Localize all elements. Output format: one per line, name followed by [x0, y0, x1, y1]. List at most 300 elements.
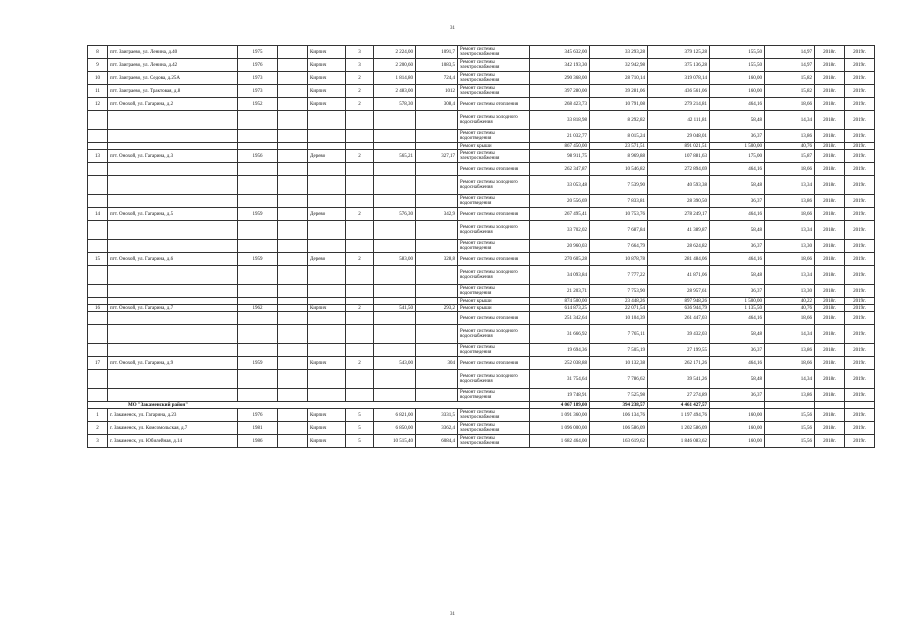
cell-mat: Дерево — [308, 208, 346, 221]
table-row — [88, 59, 875, 72]
cell-work: Ремонт системы электроснабжения — [458, 72, 530, 85]
cell-b: 7 753,90 — [590, 285, 648, 298]
cell-a: 33 053,48 — [530, 176, 590, 195]
cell-n — [88, 389, 108, 402]
cell-y2: 2019г. — [845, 150, 875, 163]
cell-d: 58,48 — [710, 111, 765, 130]
cell-n — [88, 240, 108, 253]
cell-fl — [346, 143, 374, 150]
cell-fl — [346, 130, 374, 143]
empty-cell — [278, 176, 308, 195]
cell-work: Ремонт системы холодного водоснабжения — [458, 111, 530, 130]
cell-a: 1 682 464,00 — [530, 435, 590, 448]
cell-mat — [308, 176, 346, 195]
cell-b: 10 132,38 — [590, 357, 648, 370]
cell-y1: 2018г. — [815, 208, 845, 221]
cell-y1: 2018г. — [815, 176, 845, 195]
cell-area2: 3362,4 — [416, 422, 458, 435]
table-row — [88, 435, 875, 448]
cell-y2: 2019г. — [845, 85, 875, 98]
cell-y2: 2019г. — [845, 409, 875, 422]
cell-y1: 2018г. — [815, 253, 845, 266]
cell-addr — [108, 266, 238, 285]
table-row — [88, 409, 875, 422]
cell-work: Ремонт системы отопления — [458, 312, 530, 325]
cell-work: Ремонт системы водоотведения — [458, 130, 530, 143]
cell-e: 14,97 — [765, 46, 815, 59]
table-row — [88, 163, 875, 176]
cell-b: 32 942,98 — [590, 59, 648, 72]
cell-c: 319 078,14 — [648, 72, 710, 85]
cell-fl — [346, 285, 374, 298]
cell-addr — [108, 195, 238, 208]
cell-area: 565,21 — [374, 150, 416, 163]
cell-fl: 2 — [346, 150, 374, 163]
cell-area — [374, 266, 416, 285]
cell-b: 10 546,82 — [590, 163, 648, 176]
cell-b: 7 833,81 — [590, 195, 648, 208]
cell-year: 1986 — [238, 435, 278, 448]
cell-y1: 2018г. — [815, 143, 845, 150]
table-row — [88, 85, 875, 98]
cell-y2: 2019г. — [845, 176, 875, 195]
cell-a: 33 702,02 — [530, 221, 590, 240]
cell-area — [374, 312, 416, 325]
cell-fl: 2 — [346, 208, 374, 221]
cell-e: 13,86 — [765, 195, 815, 208]
cell-mat: Дерево — [308, 150, 346, 163]
cell-fl: 2 — [346, 98, 374, 111]
table-row — [88, 253, 875, 266]
cell-a: 867 450,00 — [530, 143, 590, 150]
cell-area: 1 814,80 — [374, 72, 416, 85]
cell-d: 464,16 — [710, 253, 765, 266]
cell-mat: Кирпич — [308, 357, 346, 370]
cell-mat: Кирпич — [308, 409, 346, 422]
cell-year — [238, 240, 278, 253]
cell-area2 — [416, 221, 458, 240]
cell-mat — [308, 344, 346, 357]
cell-area2 — [416, 344, 458, 357]
cell-e: 13,34 — [765, 266, 815, 285]
cell-c: 27 199,55 — [648, 344, 710, 357]
cell-work: Ремонт системы водоотведения — [458, 285, 530, 298]
empty-cell — [278, 72, 308, 85]
cell-e: 13,86 — [765, 130, 815, 143]
cell-c: 279 214,81 — [648, 98, 710, 111]
cell-y1: 2018г. — [815, 72, 845, 85]
cell-year: 1952 — [238, 98, 278, 111]
cell-c: 40 593,38 — [648, 176, 710, 195]
cell-n — [88, 176, 108, 195]
cell-d: 1 135,50 — [710, 305, 765, 312]
cell-n: 2 — [88, 422, 108, 435]
cell-fl: 2 — [346, 72, 374, 85]
cell-n: 1 — [88, 409, 108, 422]
cell-area2: 342,9 — [416, 208, 458, 221]
cell-e: 14,97 — [765, 59, 815, 72]
cell-y1: 2018г. — [815, 150, 845, 163]
cell-e: 13,86 — [765, 389, 815, 402]
cell-n — [88, 370, 108, 389]
repair-register-table — [87, 45, 875, 448]
cell-y1: 2018г. — [815, 357, 845, 370]
cell-fl — [346, 240, 374, 253]
cell-d: 160,00 — [710, 72, 765, 85]
cell-fl — [346, 163, 374, 176]
cell-y1: 2018г. — [815, 285, 845, 298]
cell-area2 — [416, 266, 458, 285]
cell-c: 39 432,03 — [648, 325, 710, 344]
cell-c: 41 871,06 — [648, 266, 710, 285]
empty-cell — [278, 46, 308, 59]
cell-d: 155,50 — [710, 59, 765, 72]
cell-area2 — [416, 143, 458, 150]
empty-cell — [278, 389, 308, 402]
cell-n — [88, 195, 108, 208]
cell-area — [374, 344, 416, 357]
cell-addr: пгт. Заиграево, ул. Седова, д.25А — [108, 72, 238, 85]
cell-mat: Кирпич — [308, 422, 346, 435]
cell-work: Ремонт системы водоотведения — [458, 195, 530, 208]
cell-work: Ремонт системы холодного водоснабжения — [458, 176, 530, 195]
cell-d: 58,48 — [710, 325, 765, 344]
cell-mat: Кирпич — [308, 46, 346, 59]
table-row — [88, 46, 875, 59]
cell-e: 40,76 — [765, 143, 815, 150]
cell-year: 1962 — [238, 305, 278, 312]
cell-addr: пгт. Заиграево, ул. Ленина, д.40 — [108, 46, 238, 59]
cell-work: Ремонт системы отопления — [458, 253, 530, 266]
cell-fl: 3 — [346, 59, 374, 72]
cell-year — [238, 130, 278, 143]
cell-d: 36,37 — [710, 389, 765, 402]
cell-c: 1 846 083,62 — [648, 435, 710, 448]
cell-area2 — [416, 111, 458, 130]
cell-year: 1973 — [238, 85, 278, 98]
table-row — [88, 195, 875, 208]
cell-year: 1959 — [238, 357, 278, 370]
cell-n: 10 — [88, 72, 108, 85]
cell-y2: 2019г. — [845, 305, 875, 312]
cell-work: Ремонт системы отопления — [458, 163, 530, 176]
cell-fl — [346, 389, 374, 402]
cell-a: 1 091 360,00 — [530, 409, 590, 422]
cell-addr — [108, 221, 238, 240]
cell-mat — [308, 370, 346, 389]
cell-c: 379 125,28 — [648, 46, 710, 59]
cell-b: 23 571,51 — [590, 143, 648, 150]
cell-n: 17 — [88, 357, 108, 370]
cell-y1: 2018г. — [815, 325, 845, 344]
empty-cell — [278, 305, 308, 312]
cell-year: 1956 — [238, 150, 278, 163]
cell-y2: 2019г. — [845, 266, 875, 285]
cell-area — [374, 298, 416, 305]
cell-area2 — [416, 312, 458, 325]
cell-c: 28 957,61 — [648, 285, 710, 298]
cell-b: 8 292,82 — [590, 111, 648, 130]
cell-year — [238, 143, 278, 150]
cell-c: 27 274,89 — [648, 389, 710, 402]
cell-year: 1976 — [238, 409, 278, 422]
cell-addr — [108, 130, 238, 143]
empty-cell — [710, 402, 765, 409]
cell-mat — [308, 195, 346, 208]
cell-y2: 2019г. — [845, 240, 875, 253]
cell-e: 15,56 — [765, 422, 815, 435]
cell-area: 2 224,00 — [374, 46, 416, 59]
cell-y2: 2019г. — [845, 312, 875, 325]
cell-d: 58,48 — [710, 176, 765, 195]
cell-addr: г. Закаменск, ул. Гагарина, д.23 — [108, 409, 238, 422]
empty-cell — [278, 344, 308, 357]
cell-work: Ремонт системы электроснабжения — [458, 422, 530, 435]
cell-a: 20 556,69 — [530, 195, 590, 208]
cell-area2: 6084,4 — [416, 435, 458, 448]
cell-e: 14,34 — [765, 111, 815, 130]
empty-cell — [278, 370, 308, 389]
cell-year: 1973 — [238, 72, 278, 85]
cell-addr: пгт. Онохой, ул. Гагарина, д.7 — [108, 305, 238, 312]
cell-y1: 2018г. — [815, 266, 845, 285]
cell-y2: 2019г. — [845, 59, 875, 72]
cell-a: 31 666,92 — [530, 325, 590, 344]
cell-y2: 2019г. — [845, 253, 875, 266]
cell-year — [238, 111, 278, 130]
cell-a: 98 911,75 — [530, 150, 590, 163]
cell-work: Ремонт системы электроснабжения — [458, 59, 530, 72]
cell-n — [88, 163, 108, 176]
cell-area: 543,00 — [374, 357, 416, 370]
cell-area2 — [416, 130, 458, 143]
cell-n — [88, 111, 108, 130]
cell-n: 12 — [88, 98, 108, 111]
cell-d: 36,37 — [710, 130, 765, 143]
cell-a: 19 748,91 — [530, 389, 590, 402]
empty-cell — [278, 325, 308, 344]
cell-year — [238, 285, 278, 298]
cell-addr — [108, 298, 238, 305]
table-row — [88, 111, 875, 130]
cell-b: 106 134,76 — [590, 409, 648, 422]
cell-a: 262 347,87 — [530, 163, 590, 176]
table-row — [88, 176, 875, 195]
cell-e: 13,34 — [765, 176, 815, 195]
cell-a: 19 694,36 — [530, 344, 590, 357]
cell-y2: 2019г. — [845, 208, 875, 221]
cell-d: 175,00 — [710, 150, 765, 163]
cell-mat — [308, 312, 346, 325]
cell-area2 — [416, 389, 458, 402]
cell-work: Ремонт системы электроснабжения — [458, 409, 530, 422]
cell-e: 18,66 — [765, 312, 815, 325]
cell-fl: 2 — [346, 85, 374, 98]
cell-area2: 724,4 — [416, 72, 458, 85]
cell-work: Ремонт системы электроснабжения — [458, 46, 530, 59]
cell-a: 33 818,98 — [530, 111, 590, 130]
cell-year: 1975 — [238, 46, 278, 59]
cell-y2: 2019г. — [845, 143, 875, 150]
cell-work: Ремонт крыши — [458, 305, 530, 312]
cell-y1: 2018г. — [815, 409, 845, 422]
empty-cell — [765, 402, 815, 409]
table-row — [88, 357, 875, 370]
cell-year — [238, 266, 278, 285]
table-row — [88, 312, 875, 325]
cell-y2: 2019г. — [845, 195, 875, 208]
cell-work: Ремонт системы электроснабжения — [458, 150, 530, 163]
cell-year: 1981 — [238, 422, 278, 435]
empty-cell — [278, 150, 308, 163]
cell-area2: 308,4 — [416, 98, 458, 111]
cell-d: 464,16 — [710, 208, 765, 221]
cell-addr — [108, 111, 238, 130]
empty-cell — [845, 402, 875, 409]
cell-b: 7 786,62 — [590, 370, 648, 389]
cell-addr — [108, 163, 238, 176]
cell-d: 58,48 — [710, 370, 765, 389]
cell-addr — [108, 312, 238, 325]
cell-c: 28 624,82 — [648, 240, 710, 253]
cell-area — [374, 163, 416, 176]
cell-b: 22 071,54 — [590, 305, 648, 312]
cell-area2: 1091,7 — [416, 46, 458, 59]
cell-area2 — [416, 370, 458, 389]
cell-e: 15,87 — [765, 150, 815, 163]
cell-addr: пгт. Заиграево, ул. Ленина, д.42 — [108, 59, 238, 72]
cell-e: 13,34 — [765, 221, 815, 240]
cell-work: Ремонт системы холодного водоснабжения — [458, 325, 530, 344]
empty-cell — [278, 111, 308, 130]
cell-y1: 2018г. — [815, 163, 845, 176]
group-row — [88, 402, 875, 409]
group-total-c: 4 461 427,57 — [648, 402, 710, 409]
cell-d: 1 500,00 — [710, 298, 765, 305]
cell-year — [238, 344, 278, 357]
cell-e: 18,66 — [765, 253, 815, 266]
cell-y2: 2019г. — [845, 72, 875, 85]
cell-mat — [308, 285, 346, 298]
cell-d: 160,00 — [710, 409, 765, 422]
cell-year — [238, 163, 278, 176]
cell-y2: 2019г. — [845, 46, 875, 59]
table-row — [88, 221, 875, 240]
empty-cell — [278, 130, 308, 143]
cell-y1: 2018г. — [815, 312, 845, 325]
cell-area2 — [416, 163, 458, 176]
table-row — [88, 305, 875, 312]
cell-year — [238, 221, 278, 240]
cell-addr — [108, 240, 238, 253]
cell-a: 270 605,28 — [530, 253, 590, 266]
empty-cell — [278, 240, 308, 253]
table-row — [88, 72, 875, 85]
cell-a: 21 203,71 — [530, 285, 590, 298]
cell-a: 21 032,77 — [530, 130, 590, 143]
cell-b: 7 687,84 — [590, 221, 648, 240]
cell-y2: 2019г. — [845, 357, 875, 370]
cell-area: 6 821,00 — [374, 409, 416, 422]
cell-y2: 2019г. — [845, 111, 875, 130]
cell-area — [374, 111, 416, 130]
cell-a: 342 193,30 — [530, 59, 590, 72]
cell-area2: 327,17 — [416, 150, 458, 163]
cell-b: 7 777,22 — [590, 266, 648, 285]
cell-a: 614 873,25 — [530, 305, 590, 312]
cell-e: 15,82 — [765, 85, 815, 98]
cell-mat — [308, 325, 346, 344]
cell-fl — [346, 325, 374, 344]
cell-n: 11 — [88, 85, 108, 98]
cell-b: 10 791,08 — [590, 98, 648, 111]
cell-y2: 2019г. — [845, 163, 875, 176]
cell-d: 36,37 — [710, 285, 765, 298]
cell-n: 14 — [88, 208, 108, 221]
cell-work: Ремонт системы холодного водоснабжения — [458, 266, 530, 285]
cell-e: 14,34 — [765, 370, 815, 389]
cell-n — [88, 325, 108, 344]
cell-area — [374, 130, 416, 143]
cell-e: 14,34 — [765, 325, 815, 344]
cell-n — [88, 221, 108, 240]
cell-y2: 2019г. — [845, 370, 875, 389]
cell-area — [374, 195, 416, 208]
cell-y1: 2018г. — [815, 221, 845, 240]
cell-c: 891 021,51 — [648, 143, 710, 150]
cell-b: 7 525,98 — [590, 389, 648, 402]
cell-mat — [308, 266, 346, 285]
cell-c: 41 389,87 — [648, 221, 710, 240]
cell-y2: 2019г. — [845, 389, 875, 402]
cell-area: 6 850,00 — [374, 422, 416, 435]
cell-fl: 5 — [346, 409, 374, 422]
cell-area — [374, 370, 416, 389]
table-row — [88, 150, 875, 163]
table-row — [88, 344, 875, 357]
cell-y1: 2018г. — [815, 98, 845, 111]
cell-mat: Кирпич — [308, 72, 346, 85]
cell-mat: Кирпич — [308, 435, 346, 448]
table-row — [88, 98, 875, 111]
cell-e: 18,66 — [765, 357, 815, 370]
cell-c: 278 249,17 — [648, 208, 710, 221]
cell-work: Ремонт системы водоотведения — [458, 389, 530, 402]
empty-cell — [278, 208, 308, 221]
cell-d: 464,16 — [710, 98, 765, 111]
table-row — [88, 370, 875, 389]
cell-mat — [308, 389, 346, 402]
cell-mat: Дерево — [308, 253, 346, 266]
cell-b: 7 664,79 — [590, 240, 648, 253]
empty-cell — [278, 143, 308, 150]
cell-addr: пгт. Онохой, ул. Гагарина, д.2 — [108, 98, 238, 111]
cell-d: 58,48 — [710, 266, 765, 285]
cell-e: 40,76 — [765, 305, 815, 312]
cell-fl — [346, 312, 374, 325]
cell-area2 — [416, 195, 458, 208]
cell-addr: пгт. Онохой, ул. Гагарина, д.5 — [108, 208, 238, 221]
cell-d: 160,00 — [710, 85, 765, 98]
cell-addr — [108, 370, 238, 389]
cell-fl — [346, 195, 374, 208]
cell-year — [238, 298, 278, 305]
cell-y1: 2018г. — [815, 130, 845, 143]
cell-addr: пгт. Онохой, ул. Гагарина, д.9 — [108, 357, 238, 370]
cell-n: 3 — [88, 435, 108, 448]
empty-cell — [278, 163, 308, 176]
cell-d: 36,37 — [710, 240, 765, 253]
